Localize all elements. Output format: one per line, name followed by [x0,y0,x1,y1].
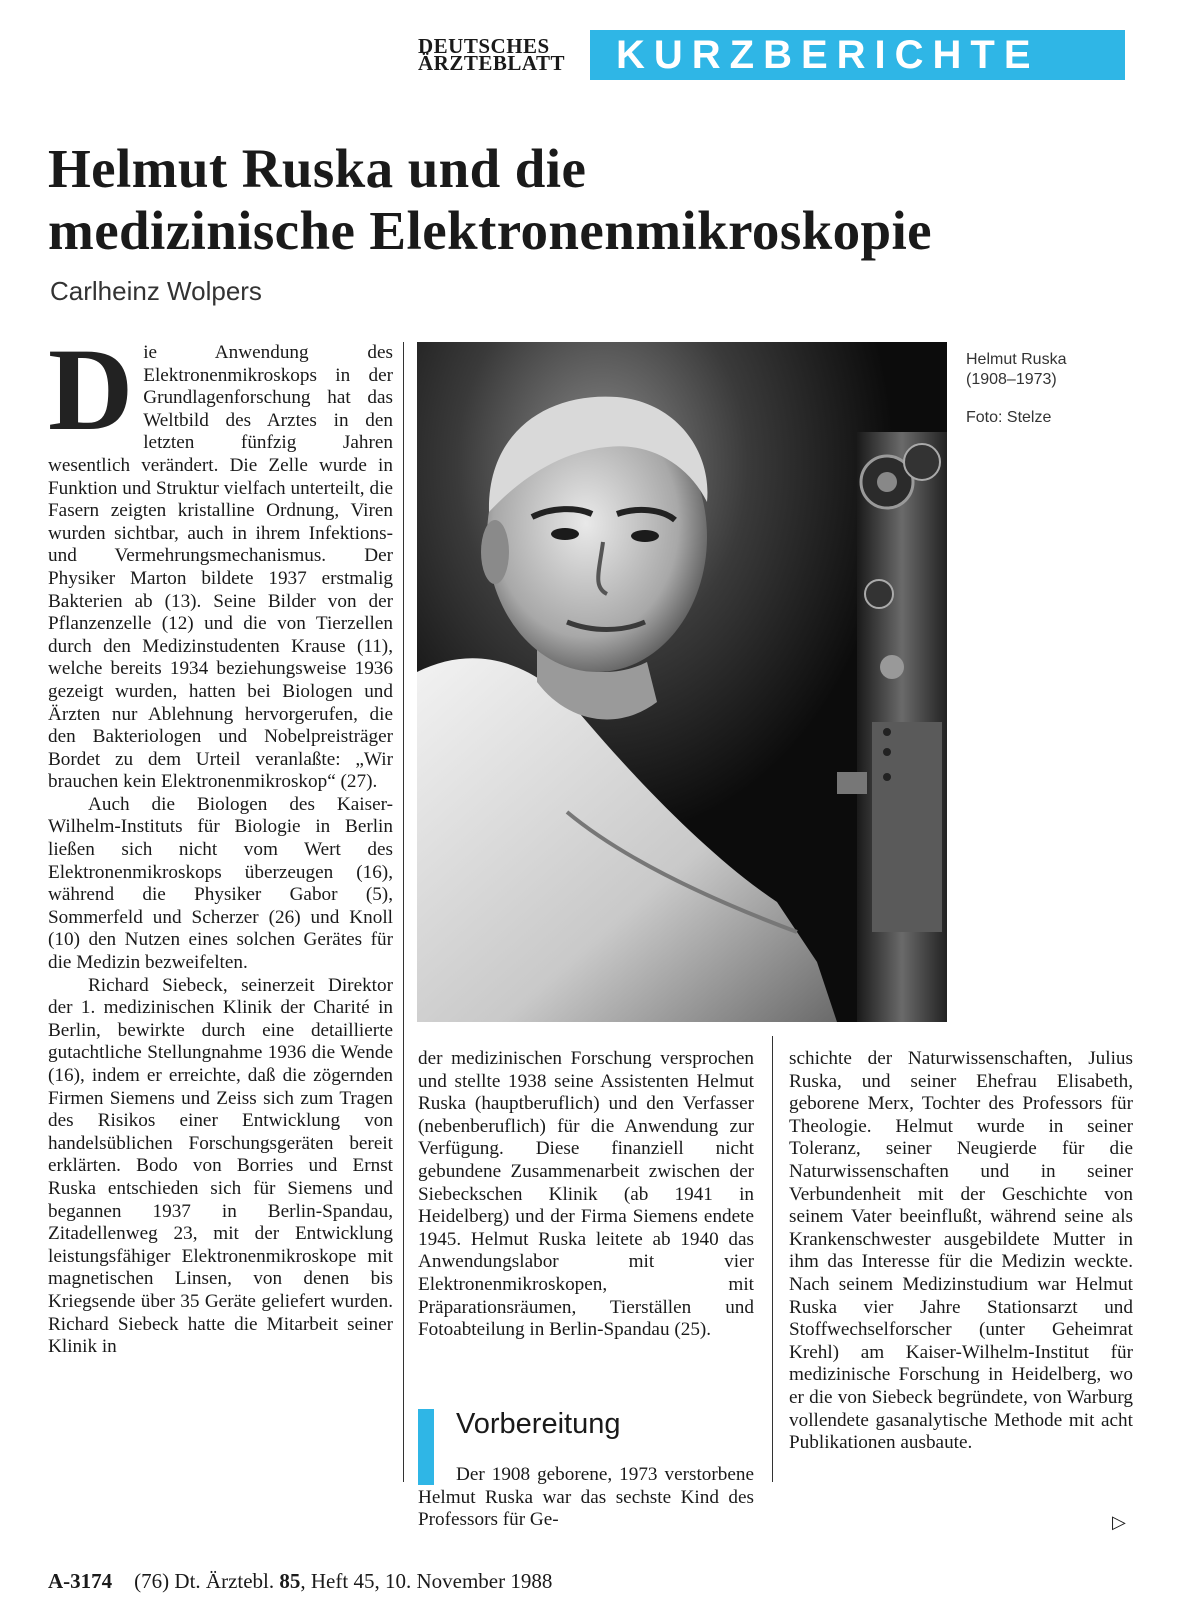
citation-start: (76) Dt. Ärztebl. [134,1569,275,1593]
portrait-photo [417,342,947,1022]
journal-logo [418,34,586,75]
text-column-2 [418,1048,754,1342]
paragraph-intro [48,342,393,794]
paragraph-cooperation: der medizinischen Forschung versprochen und stellte 1938 seine Assistenten Helmut Ruska (hauptberuflich) und den Verfasser (nebenberuflich) für die Anwendung zur Verfügung. Diese finanziell nicht gebundene Zusammenarbeit zwischen der Siebeckschen Klinik (ab 1941 in Heidelberg) und der Firma Siemens endete 1945. Helmut Ruska leitete ab 1940 das Anwendungslabor mit vier Elektronenmikroskopen, mit Präparationsräumen, Tierställen und Fotoabteilung in Berlin-Spandau (25). [418,1048,754,1341]
citation-end: , Heft 45, 10. November 1988 [300,1569,553,1593]
paragraph-biologists: Auch die Biologen des Kaiser-Wilhelm-Instituts für Biologie in Berlin ließen sich nicht vom Wert des Elektronenmikroskops überzeugen (16), während die Physiker Gabor (5), Sommerfeld und Scherzer (26) und Knoll (10) den Nutzen eines solchen Gerätes für die Medizin bezweifelten. [48,793,393,974]
photo-caption [966,350,1166,428]
article-title [48,138,1148,262]
section-label: KURZBERICHTE [616,33,1040,77]
section-band [590,30,1125,80]
text-column-1 [48,342,393,1492]
portrait-image [417,342,947,1022]
article-title-line1: Helmut Ruska und die [48,138,587,199]
section-heading-text: Vorbereitung [456,1408,621,1440]
paragraph-biography: schichte der Naturwissenschaften, Julius Ruska, und seiner Ehefrau Elisabeth, geborene Merx, Tochter des Professors für Theologie. Helmut wurde in seiner Toleranz, seiner Neugierde für die Naturwissenschaften und in seiner Verbundenheit mit der Geschichte von seinem Vater beeinflußt, während seine als Krankenschwester ausgebildete Mutter in ihm das Interesse für die Medizin weckte. Nach seinem Medizinstudium war Helmut Ruska vier Jahre Stationsarzt und Stoffwechselforscher (unter Geheimrat Krehl) am Kaiser-Wilhelm-Institut für medizinische Forschung in Heidelberg, wo er die von Siebeck begründete, von Warburg vollendete gasanalytische Methode mit acht Publikationen ausbaute. [789,1048,1133,1454]
page-code: A-3174 [48,1569,113,1593]
caption-name: Helmut Ruska [966,351,1067,368]
article-title-line2: medizinische Elektronenmikroskopie [48,200,932,261]
photo-credit: Foto: Stelze [966,409,1052,426]
journal-logo-line1: DEUTSCHES [418,34,550,58]
caption-years: (1908–1973) [966,371,1057,388]
citation-volume: 85 [279,1569,301,1593]
continue-arrow-icon: ▷ [1112,1512,1126,1533]
column-rule-2 [772,1036,773,1482]
journal-logo-line2: ÄRZTEBLATT [418,51,565,75]
text-column-2-lower [418,1464,754,1532]
drop-cap: D [48,342,134,455]
text-column-3 [789,1048,1133,1455]
page-footer [48,1569,552,1594]
paragraph-siebeck: Richard Siebeck, seinerzeit Direktor der 1. medizinischen Klinik der Charité in Berlin, bewirkte durch eine detaillierte gutachtliche Stellungnahme 1936 die Wende (16), indem er erreichte, daß die zögernden Firmen Siemens und Zeiss sich zum Tragen des Risikos einer Entwicklung von handelsüblichen Forschungsgeräten bereit erklärten. Bodo von Borries und Ernst Ruska entschieden sich für Siemens und begannen 1937 in Berlin-Spandau, Zitadellenweg 23, mit der Entwicklung leistungsfähiger Elektronenmikroskope mit magnetischen Linsen, von denen bis Kriegsende über 35 Geräte geliefert wurden. Richard Siebeck hatte die Mitarbeit seiner Klinik in [48,974,393,1358]
paragraph-intro-text: ie Anwendung des Elektronenmikroskops in der Grundlagenforschung hat das Weltbild des Arztes in den letzten fünfzig Jahren wesentlich verändert. Die Zelle wurde in Funktion und Struktur vielfach unterteilt, die Fasern zeigten kristalline Ordnung, Viren wurden sichtbar, auch in ihrem Infektions- und Vermehrungsmechanismus. Der Physiker Marton bildete 1937 erstmalig Bakterien ab (13). Seine Bilder von der Pflanzenzelle (12) und die von Tierzellen durch den Medizinstudenten Krause (11), welche bereits 1934 beziehungsweise 1936 gezeigt wurden, hatten bei Biologen und Ärzten nur Ablehnung hervorgerufen, die den Bakteriologen und Nobelpreisträger Bordet zu dem Urteil veranlaßte: „Wir brauchen kein Elektronenmikroskop“ (27). [48,342,393,793]
column-rule-1 [403,342,404,1482]
article-author: Carlheinz Wolpers [50,276,262,306]
paragraph-biography-start: Der 1908 geborene, 1973 verstorbene Helmut Ruska war das sechste Kind des Professors für Ge- [418,1464,754,1531]
